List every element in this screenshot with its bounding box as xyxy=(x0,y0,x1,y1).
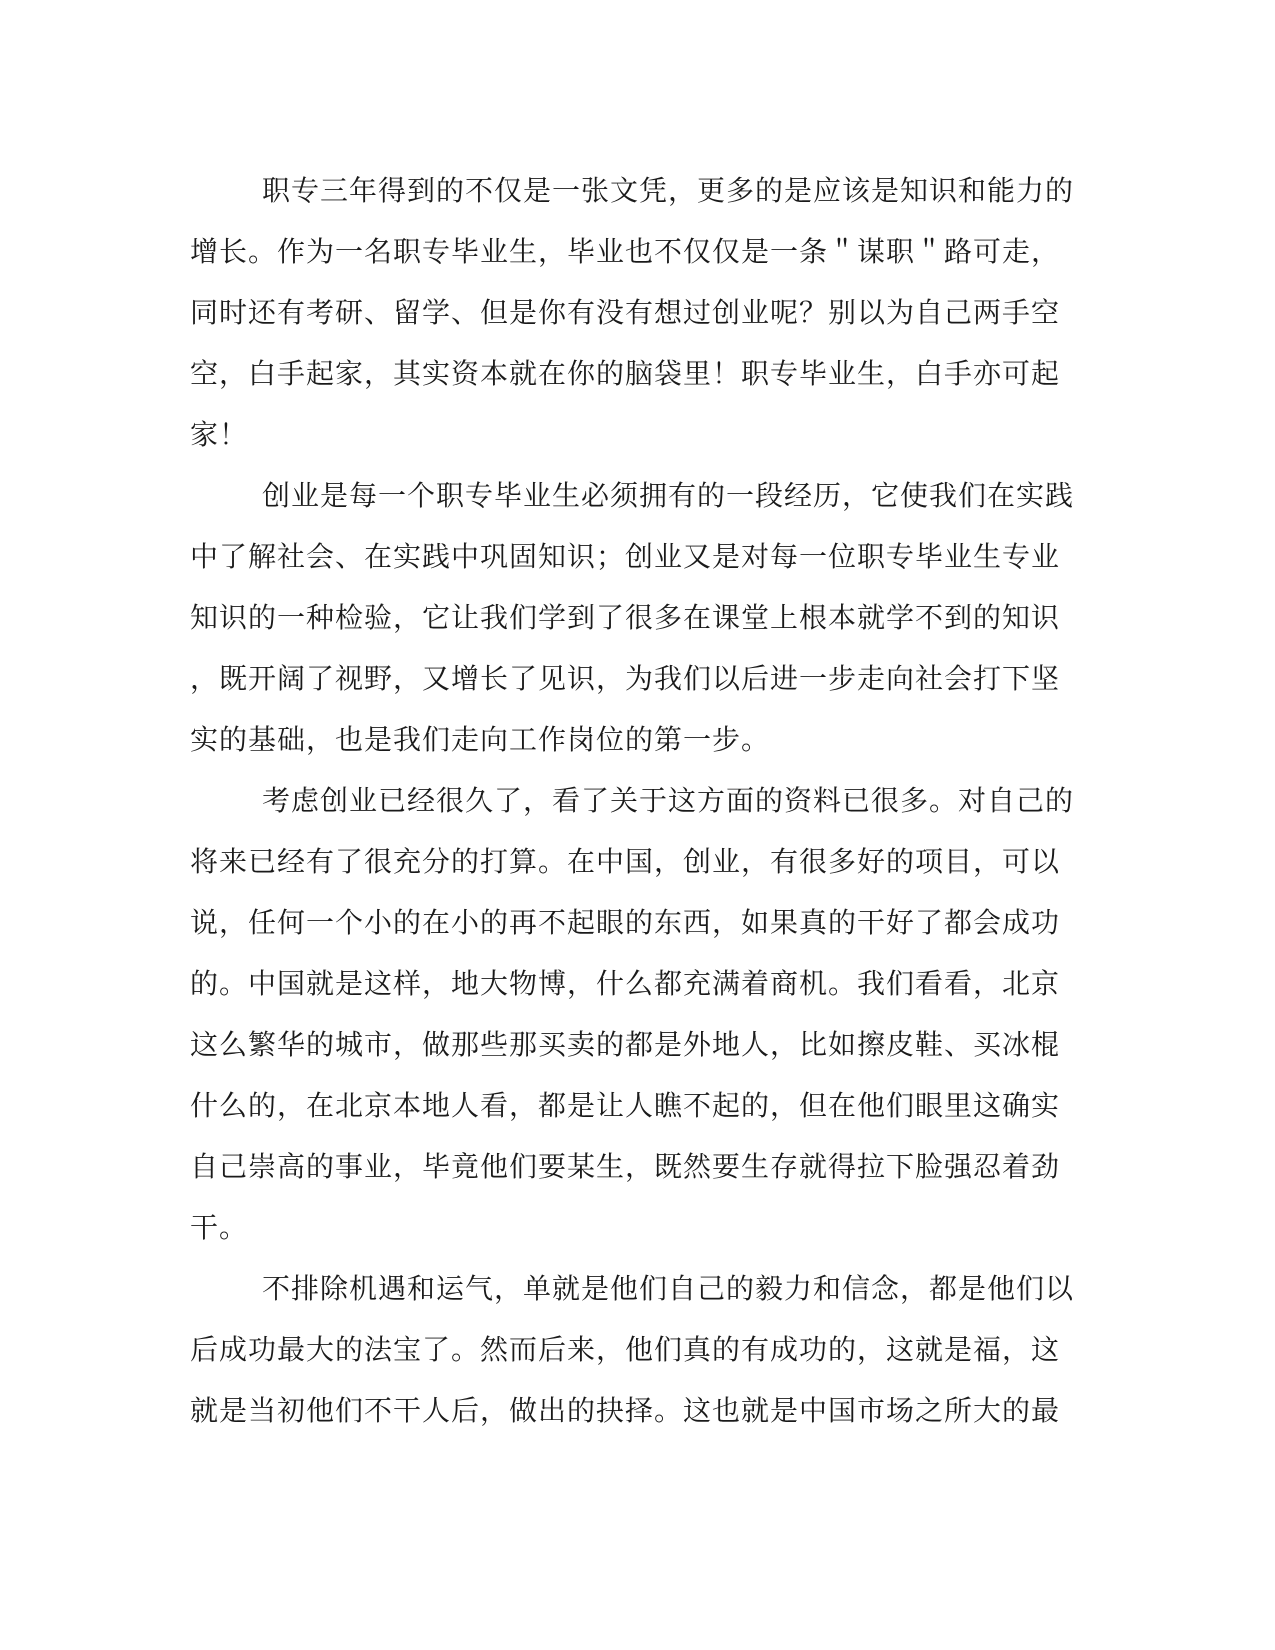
text-line: 空，白手起家，其实资本就在你的脑袋里！职专毕业生，白手亦可起 xyxy=(190,357,1061,390)
text-line: 干。 xyxy=(190,1211,249,1244)
text-line: 知识的一种检验，它让我们学到了很多在课堂上根本就学不到的知识 xyxy=(190,601,1061,634)
body-text xyxy=(190,160,1080,1441)
text-line: 将来已经有了很充分的打算。在中国，创业，有很多好的项目，可以 xyxy=(190,845,1061,878)
text-line: 说，任何一个小的在小的再不起眼的东西，如果真的干好了都会成功 xyxy=(190,906,1061,939)
text-line: 职专三年得到的不仅是一张文凭，更多的是应该是知识和能力的 xyxy=(262,174,1075,207)
text-line: 家！ xyxy=(190,418,249,451)
text-line: 增长。作为一名职专毕业生，毕业也不仅仅是一条＂谋职＂路可走， xyxy=(190,235,1061,268)
text-line: 这么繁华的城市，做那些那买卖的都是外地人，比如擦皮鞋、买冰棍 xyxy=(190,1028,1061,1061)
text-line: 自己崇高的事业，毕竟他们要某生，既然要生存就得拉下脸强忍着劲 xyxy=(190,1150,1061,1183)
text-line: 后成功最大的法宝了。然而后来，他们真的有成功的，这就是福，这 xyxy=(190,1333,1061,1366)
text-line: 不排除机遇和运气，单就是他们自己的毅力和信念，都是他们以 xyxy=(262,1272,1075,1305)
text-line: 创业是每一个职专毕业生必须拥有的一段经历，它使我们在实践 xyxy=(262,479,1075,512)
text-line: 考虑创业已经很久了，看了关于这方面的资料已很多。对自己的 xyxy=(262,784,1075,817)
text-line: 的。中国就是这样，地大物博，什么都充满着商机。我们看看，北京 xyxy=(190,967,1061,1000)
text-line: 同时还有考研、留学、但是你有没有想过创业呢？别以为自己两手空 xyxy=(190,296,1061,329)
text-line: 中了解社会、在实践中巩固知识；创业又是对每一位职专毕业生专业 xyxy=(190,540,1061,573)
text-line: 什么的，在北京本地人看，都是让人瞧不起的，但在他们眼里这确实 xyxy=(190,1089,1061,1122)
text-line: 就是当初他们不干人后，做出的抉择。这也就是中国市场之所大的最 xyxy=(190,1394,1061,1427)
text-line: ，既开阔了视野，又增长了见识，为我们以后进一步走向社会打下坚 xyxy=(190,662,1061,695)
text-line: 实的基础，也是我们走向工作岗位的第一步。 xyxy=(190,723,771,756)
